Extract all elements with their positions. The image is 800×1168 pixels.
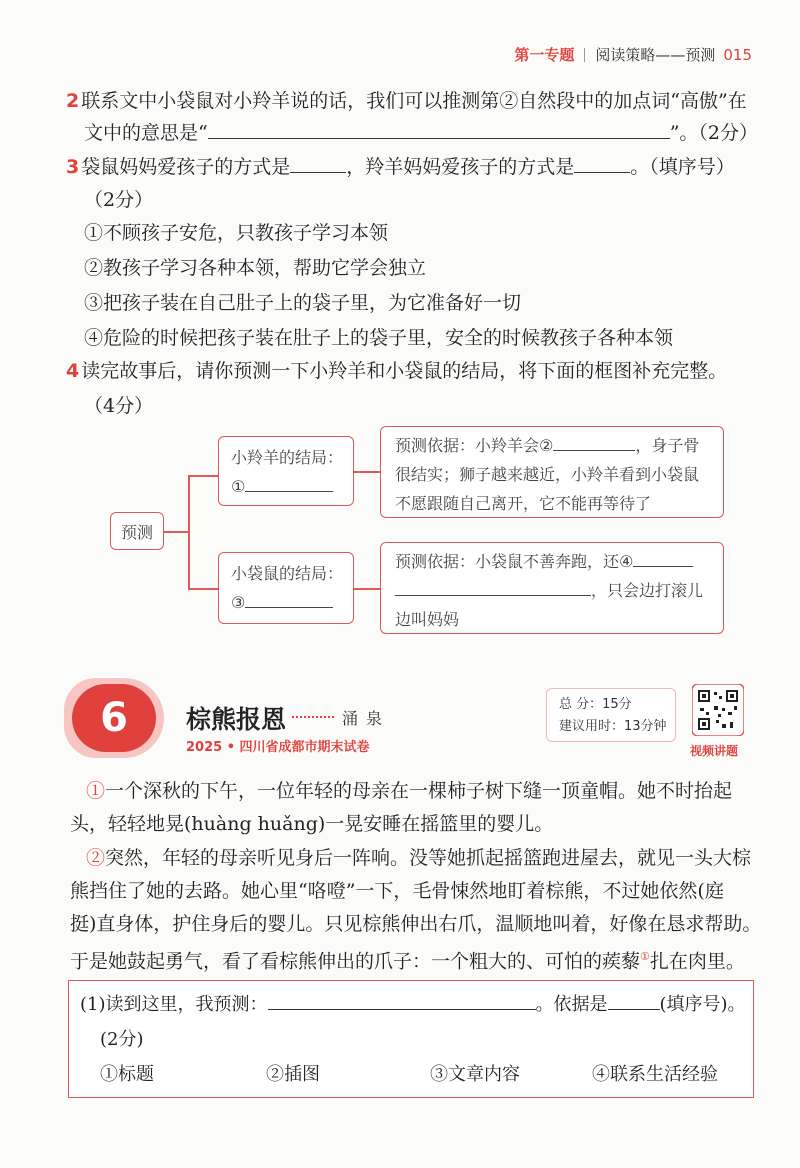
q2-text-pre: 文中的意思是“ [84, 122, 208, 144]
footnote-marker: ① [640, 950, 650, 963]
antelope-outcome-marker: ① [231, 477, 246, 496]
q3-number: 3 [66, 156, 80, 178]
paragraph-2-text4b: 扎在肉里。 [649, 950, 745, 973]
connector-vertical [188, 475, 190, 589]
q4-number: 4 [66, 360, 80, 382]
kangaroo-basis-text-a: 预测依据：小袋鼠不善奔跑，还④ [395, 552, 634, 571]
q2-line1 [66, 86, 747, 116]
q3-option-3: ③把孩子装在自己肚子上的袋子里，为它准备好一切 [84, 292, 522, 314]
header-divider [584, 48, 585, 62]
info-box [546, 688, 676, 742]
q4-line1 [66, 356, 727, 386]
connector-top-basis [354, 471, 380, 473]
paragraph-2-text4a: 于是她鼓起勇气，看了看棕熊伸出的爪子：一个粗大的、可怕的蒺藜 [70, 950, 641, 973]
diagram-root-box [110, 512, 164, 550]
q3-score: （2分） [84, 189, 154, 211]
antelope-basis-blank[interactable] [553, 437, 635, 451]
q3-blank-kangaroo[interactable] [290, 155, 346, 173]
passage-author: 涌泉 [342, 709, 391, 728]
antelope-basis-box [380, 426, 724, 518]
q4-score: （4分） [84, 395, 154, 417]
q3-text-a: 袋鼠妈妈爱孩子的方式是 [81, 156, 291, 178]
s6-q1-line1 [80, 990, 746, 1020]
paragraph-2-text1: 突然，年轻的母亲听见身后一阵响。没等她抓起摇篮跑进屋去，就见一头大棕 [105, 847, 752, 869]
section-label: 阅读策略——预测 [595, 46, 716, 64]
antelope-basis-text-a: 预测依据：小羚羊会② [395, 436, 554, 455]
video-label[interactable]: 视频讲题 [690, 744, 739, 758]
antelope-basis-line3: 不愿跟随自己离开，它不能再等待了 [395, 494, 652, 513]
paragraph-2-line3: 挺)直身体，护住身后的婴儿。只见棕熊伸出右爪，温顺地叫着，好像在恳求帮助。 [70, 913, 762, 935]
s6-q1-basis-blank[interactable] [608, 992, 660, 1010]
passage-title: 棕熊报恩 [186, 705, 287, 734]
kangaroo-basis-text-b: ，只会边打滚儿 [591, 581, 704, 600]
kangaroo-basis-blank-end[interactable] [633, 553, 693, 567]
q3-option-1: ①不顾孩子安危，只教孩子学习本领 [84, 222, 389, 244]
kangaroo-outcome-box [218, 552, 354, 624]
paragraph-2-line4 [70, 942, 745, 976]
s6-q1-text-c: (填序号)。 [659, 994, 746, 1015]
s6-q1-text-a: (1)读到这里，我预测： [80, 994, 268, 1015]
diagram-root-label: 预测 [120, 522, 153, 542]
q3-text-b: ，羚羊妈妈爱孩子的方式是 [346, 156, 575, 178]
kangaroo-outcome-blank[interactable] [245, 594, 333, 608]
connector-bottom-basis [354, 588, 380, 590]
antelope-outcome-blank[interactable] [245, 478, 333, 492]
q3-blank-antelope[interactable] [574, 155, 630, 173]
passage-source: 2025 • 四川省成都市期末试卷 [186, 740, 370, 755]
q2-line2 [84, 118, 758, 148]
paragraph-1-text1: 一个深秋的下午，一位年轻的母亲在一棵柿子树下缝一顶童帽。她不时抬起 [105, 780, 733, 802]
antelope-outcome-box [218, 436, 354, 506]
time-label: 建议用时： [559, 719, 625, 734]
paragraph-1-line2: 头，轻轻地晃(huàng huǎng)一晃安睡在摇篮里的婴儿。 [70, 813, 554, 835]
kangaroo-outcome-marker: ③ [231, 593, 246, 612]
paragraph-2-number: ② [86, 847, 106, 869]
q2-text: 联系文中小袋鼠对小羚羊说的话，我们可以推测第②自然段中的加点词“高傲”在 [81, 90, 747, 112]
section-number-badge: 6 [72, 684, 156, 752]
q2-text-post: ”。（2分） [669, 122, 759, 144]
q4-text: 读完故事后，请你预测一下小羚羊和小袋鼠的结局，将下面的框图补充完整。 [81, 360, 728, 382]
antelope-outcome-label: 小羚羊的结局： [231, 448, 344, 467]
q3-text-c: 。（填序号） [630, 156, 735, 178]
paragraph-1-number: ① [86, 780, 106, 802]
kangaroo-basis-blank[interactable] [395, 582, 591, 596]
qr-code-icon[interactable] [692, 684, 744, 736]
connector-top [188, 475, 218, 477]
s6-q1-option-1: ①标题 [100, 1064, 154, 1085]
title-dots [292, 716, 334, 718]
total-score-label: 总 分： [559, 697, 603, 712]
q2-answer-blank[interactable] [208, 121, 670, 139]
connector-bottom [188, 588, 218, 590]
paragraph-2-line2: 熊挡住了她的去路。她心里“咯噔”一下，毛骨悚然地盯着棕熊，不过她依然(庭 [70, 880, 724, 902]
s6-q1-prediction-blank[interactable] [268, 992, 536, 1010]
paragraph-2-line1 [86, 843, 751, 873]
s6-q1-option-2: ②插图 [266, 1064, 320, 1085]
s6-q1-option-4: ④联系生活经验 [592, 1064, 718, 1085]
antelope-basis-line2: 很结实；狮子越来越近，小羚羊看到小袋鼠 [395, 465, 700, 484]
connector-root [162, 531, 188, 533]
s6-q1-text-b: 。依据是 [535, 994, 608, 1015]
q3-line1 [66, 152, 735, 182]
time-value: 13分钟 [624, 719, 667, 734]
q3-option-2: ②教孩子学习各种本领，帮助它学会独立 [84, 257, 427, 279]
s6-q1-option-3: ③文章内容 [430, 1064, 520, 1085]
page-header [514, 44, 752, 65]
q2-number: 2 [66, 90, 80, 112]
paragraph-1-line1 [86, 776, 732, 806]
page-number: 015 [723, 45, 752, 64]
total-score-value: 15分 [602, 697, 632, 712]
kangaroo-outcome-label: 小袋鼠的结局： [231, 564, 344, 583]
q3-option-4: ④危险的时候把孩子装在肚子上的袋子里，安全的时候教孩子各种本领 [84, 327, 674, 349]
kangaroo-basis-box [380, 542, 724, 634]
topic-label: 第一专题 [514, 46, 575, 64]
antelope-basis-text-b: ，身子骨 [635, 436, 700, 455]
s6-q1-score: (2分) [100, 1029, 144, 1050]
kangaroo-basis-line3: 边叫妈妈 [395, 610, 460, 629]
